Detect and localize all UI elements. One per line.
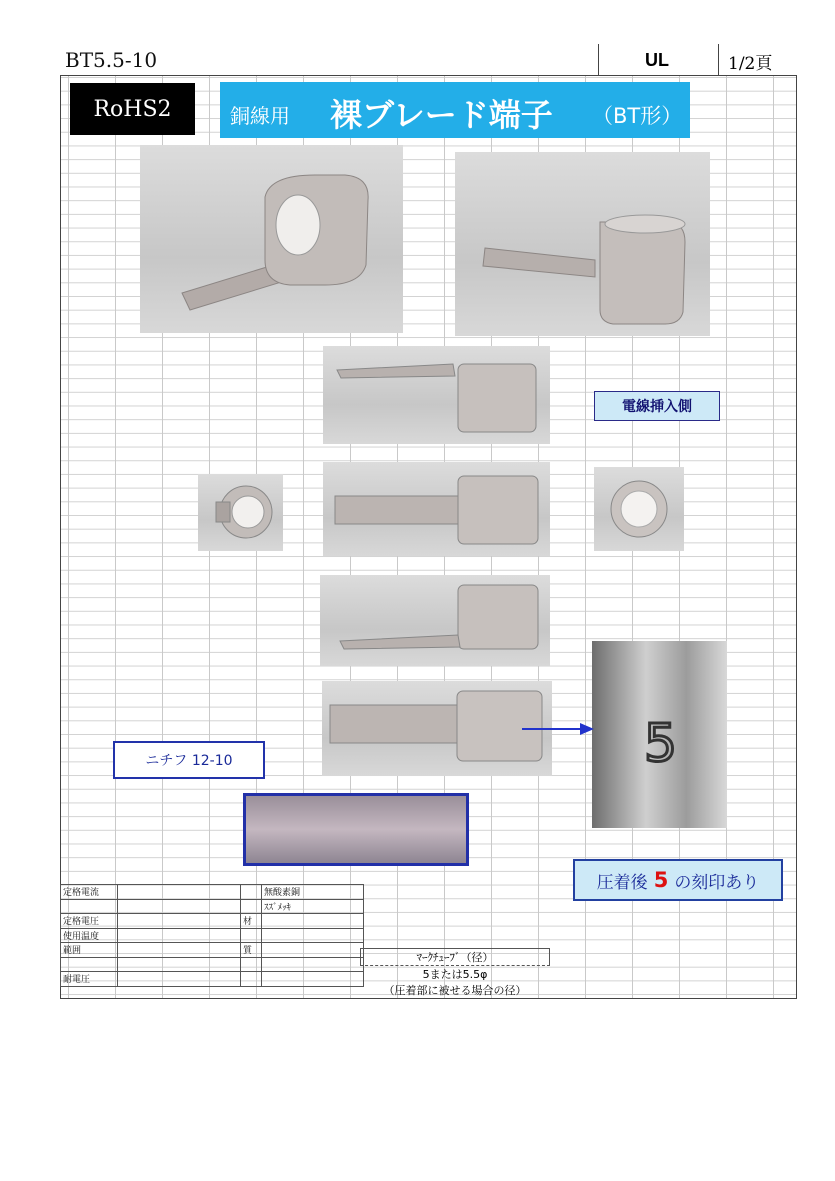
terminal-photo-end-tongue — [198, 474, 283, 551]
model-number: BT5.5-10 — [65, 48, 158, 72]
standard-label: UL — [645, 50, 669, 70]
title-suffix: （BT形） — [592, 104, 683, 128]
wire-insertion-side-label: 電線挿入側 — [594, 391, 720, 421]
terminal-photo-angle-2 — [455, 152, 710, 336]
crimp-note-after: の刻印あり — [674, 872, 760, 893]
spec-label-temp-1: 使用温度 — [61, 928, 118, 943]
crimp-note-number: 5 — [653, 868, 669, 892]
terminal-photo-end-barrel — [594, 467, 684, 551]
spec-plating-value: ｽｽﾞﾒｯｷ — [262, 899, 364, 914]
maker-mark-closeup-photo — [243, 793, 469, 866]
terminal-photo-side-2 — [320, 575, 550, 666]
maker-mark-label: ニチフ 12-10 — [113, 741, 265, 779]
stamp-five-glyph: 5 — [644, 714, 678, 774]
terminal-photo-marking — [322, 681, 552, 776]
terminal-photo-side-1 — [323, 346, 550, 444]
crimp-note-before: 圧着後 — [596, 872, 648, 893]
title-prefix: 銅線用 — [230, 104, 290, 128]
mark-tube-note: （圧着部に被せる場合の径） — [383, 984, 527, 997]
title-banner — [220, 82, 690, 138]
spec-material-value: 無酸素銅 — [262, 885, 364, 900]
terminal-photo-angle-1 — [140, 145, 403, 333]
crimp-stamp-note — [573, 859, 783, 901]
arrow-to-stamp-icon — [522, 722, 594, 736]
terminal-photo-top — [323, 462, 550, 556]
header-divider — [598, 44, 599, 76]
spec-label-withstand: 耐電圧 — [61, 972, 118, 987]
mark-tube-title: ﾏｰｸﾁｭｰﾌﾞ（径） — [360, 948, 550, 966]
spec-label-temp-2: 範囲 — [61, 943, 118, 958]
spec-label-rated-voltage: 定格電圧 — [61, 914, 118, 929]
rohs-badge: RoHS2 — [70, 83, 195, 135]
header-divider — [718, 44, 719, 76]
spec-label-material-2: 質 — [241, 943, 262, 958]
spec-label-material-1: 材 — [241, 914, 262, 929]
header-bar — [60, 44, 797, 76]
stamp-closeup-photo — [592, 641, 727, 828]
spec-table — [60, 884, 364, 987]
mark-tube-value: 5または5.5φ — [422, 968, 488, 981]
mark-tube-info — [360, 948, 550, 998]
page-number: 1/2頁 — [728, 54, 773, 74]
title-main: 裸ブレード端子 — [330, 96, 553, 134]
spec-label-rated-current: 定格電流 — [61, 885, 118, 900]
